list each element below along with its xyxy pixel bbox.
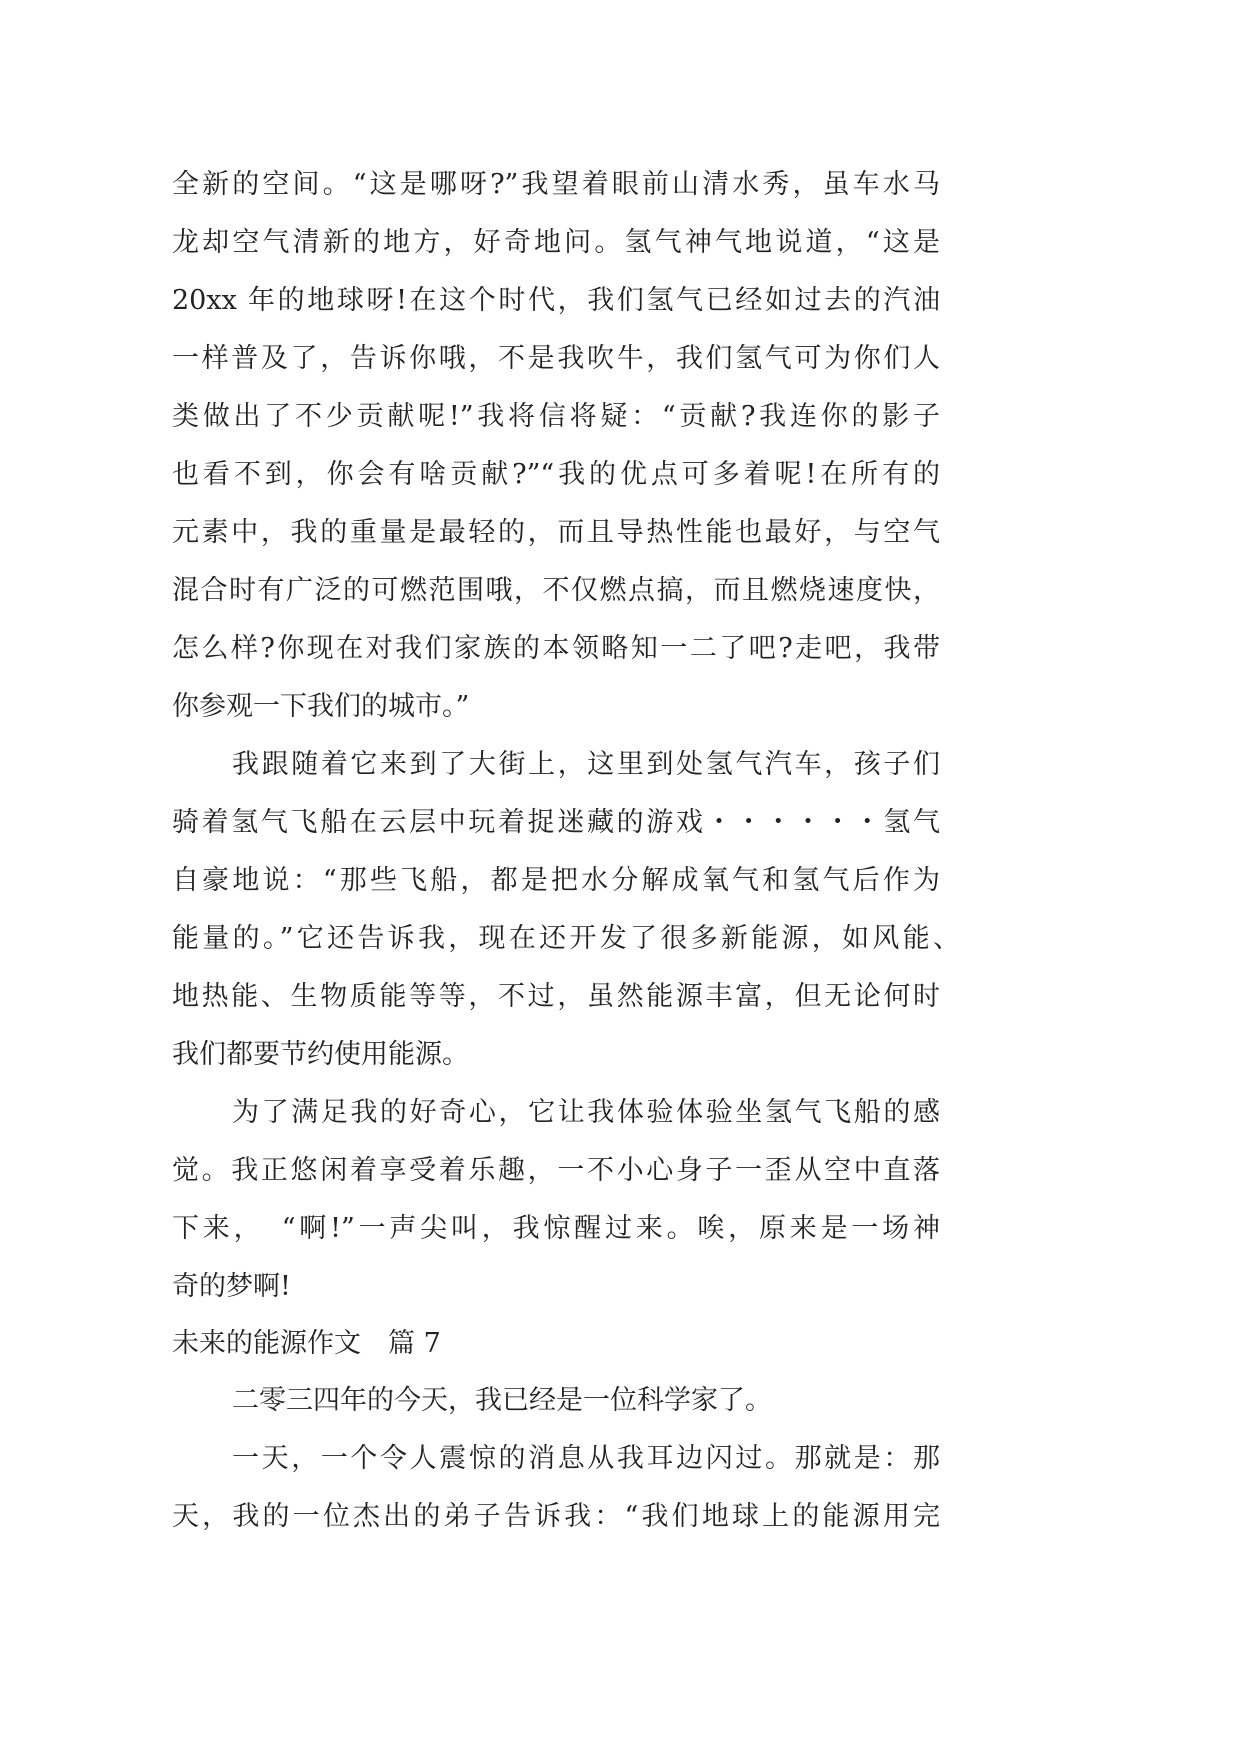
paragraph-first-line: 一天，一个令人震惊的消息从我耳边闪过。那就是：那 <box>232 1443 940 1474</box>
text-line: 骑着氢气飞船在云层中玩着捉迷藏的游戏・・・・・・氢气 <box>172 807 940 838</box>
text-line: 觉。我正悠闲着享受着乐趣，一不小心身子一歪从空中直落 <box>172 1155 940 1186</box>
section-heading: 未来的能源作文 篇 7 <box>172 1328 441 1359</box>
text-line: 自豪地说：“那些飞船，都是把水分解成氧气和氢气后作为 <box>172 865 940 896</box>
text-line: 20xx 年的地球呀!在这个时代，我们氢气已经如过去的汽油 <box>172 285 940 316</box>
text-line: 混合时有广泛的可燃范围哦，不仅燃点搞，而且燃烧速度快， <box>172 575 940 606</box>
text-line: 我们都要节约使用能源。 <box>172 1039 469 1070</box>
text-line: 你参观一下我们的城市。” <box>172 691 470 722</box>
text-line: 天，我的一位杰出的弟子告诉我：“我们地球上的能源用完 <box>172 1501 940 1532</box>
paragraph-first-line: 为了满足我的好奇心，它让我体验体验坐氢气飞船的感 <box>232 1097 940 1128</box>
text-line: 类做出了不少贡献呢!”我将信将疑：“贡献?我连你的影子 <box>172 401 940 432</box>
paragraph-first-line: 二零三四年的今天，我已经是一位科学家了。 <box>232 1385 772 1416</box>
section-body <box>172 1372 962 1546</box>
text-line: 怎么样?你现在对我们家族的本领略知一二了吧?走吧，我带 <box>172 633 940 664</box>
text-line: 地热能、生物质能等等，不过，虽然能源丰富，但无论何时 <box>172 981 940 1012</box>
text-line: 全新的空间。“这是哪呀?”我望着眼前山清水秀，虽车水马 <box>172 169 940 200</box>
text-line: 奇的梦啊! <box>172 1271 291 1302</box>
text-line: 龙却空气清新的地方，好奇地问。氢气神气地说道，“这是 <box>172 227 940 258</box>
document-page <box>172 156 962 1546</box>
text-line: 下来， “啊!”一声尖叫，我惊醒过来。唉，原来是一场神 <box>172 1213 940 1244</box>
text-line: 也看不到，你会有啥贡献?”“我的优点可多着呢!在所有的 <box>172 459 940 490</box>
essay-body <box>172 156 962 1316</box>
paragraph-first-line: 我跟随着它来到了大街上，这里到处氢气汽车，孩子们 <box>232 749 940 780</box>
text-line: 一样普及了，告诉你哦，不是我吹牛，我们氢气可为你们人 <box>172 343 940 374</box>
text-line: 元素中，我的重量是最轻的，而且导热性能也最好，与空气 <box>172 517 940 548</box>
text-line: 能量的。”它还告诉我，现在还开发了很多新能源，如风能、 <box>172 923 960 954</box>
